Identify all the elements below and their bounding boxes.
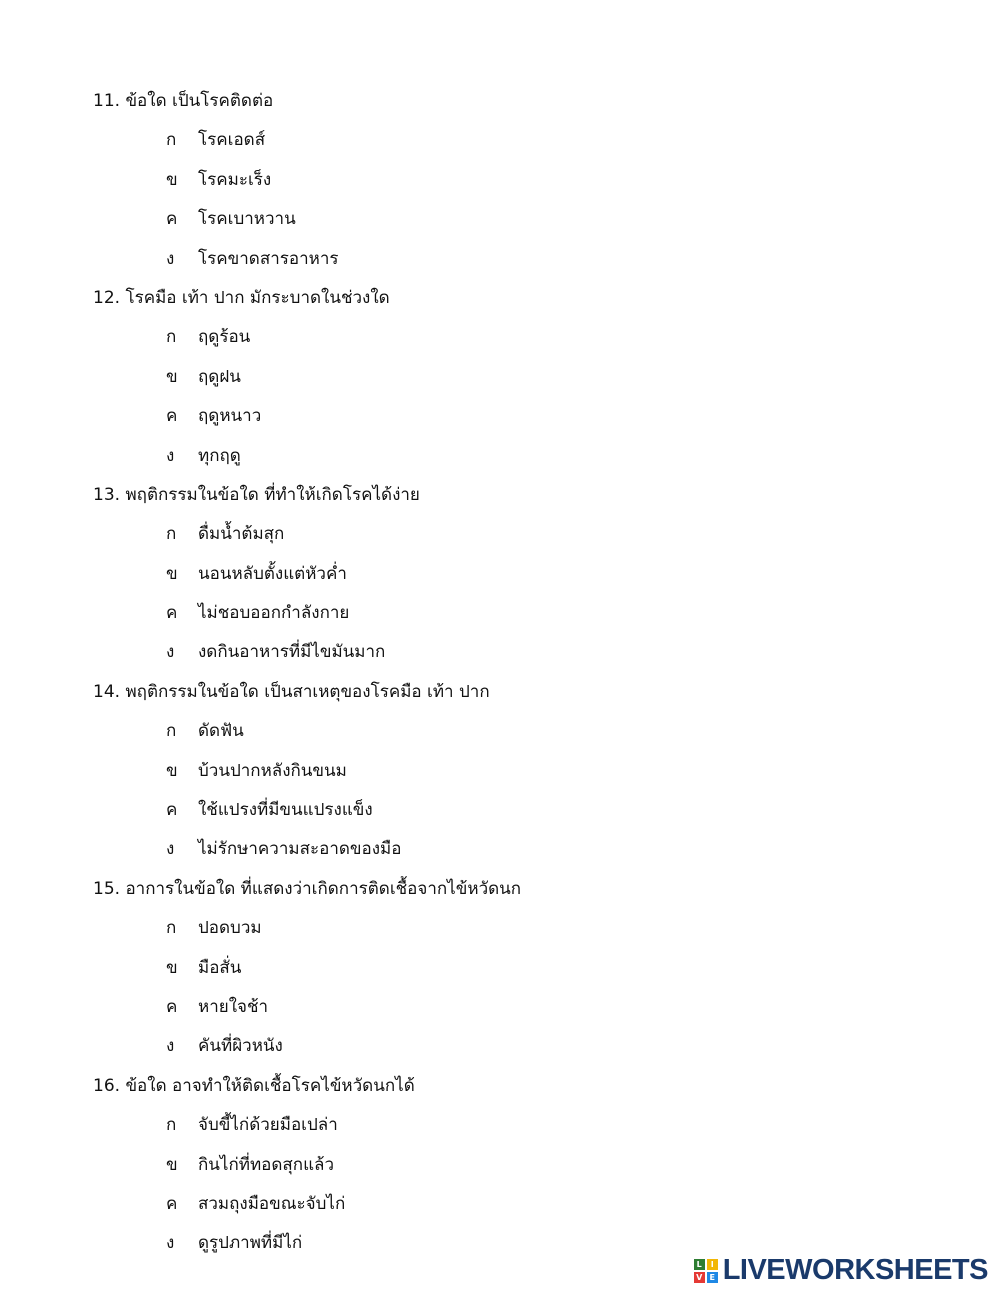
option-b[interactable] — [0, 163, 1000, 202]
option-letter: ข — [166, 760, 178, 781]
option-a[interactable] — [0, 1108, 1000, 1147]
option-letter: ค — [166, 603, 178, 624]
option-text: ฤดูหนาว — [198, 406, 262, 427]
option-text: ดัดฟัน — [198, 721, 244, 742]
option-text: คันที่ผิวหนัง — [198, 1036, 283, 1057]
option-text: มือสั่น — [198, 957, 242, 978]
option-letter: ค — [166, 996, 178, 1017]
option-d[interactable] — [0, 1029, 1000, 1068]
question-13 — [0, 478, 1000, 675]
option-b[interactable] — [0, 1148, 1000, 1187]
liveworksheets-wordmark: LIVEWORKSHEETS — [722, 1254, 988, 1286]
option-text: โรคขาดสารอาหาร — [198, 248, 339, 269]
option-letter: ก — [166, 524, 177, 545]
option-text: สวมถุงมือขณะจับไก่ — [198, 1193, 346, 1214]
option-text: ดื่มน้ำต้มสุก — [198, 524, 285, 545]
question-text: 14. พฤติกรรมในข้อใด เป็นสาเหตุของโรคมือ เท้า ปาก — [93, 681, 490, 702]
option-a[interactable] — [0, 911, 1000, 950]
option-letter: ค — [166, 406, 178, 427]
option-b[interactable] — [0, 557, 1000, 596]
option-c[interactable] — [0, 399, 1000, 438]
question-text: 16. ข้อใด อาจทำให้ติดเชื้อโรคไข้หวัดนกได้ — [93, 1075, 415, 1096]
option-text: ไม่รักษาความสะอาดของมือ — [198, 839, 402, 860]
option-text: โรคมะเร็ง — [198, 169, 272, 190]
option-c[interactable] — [0, 1187, 1000, 1226]
option-text: โรคเบาหวาน — [198, 209, 296, 230]
option-letter: ง — [166, 1233, 175, 1254]
logo-square-i: I — [707, 1259, 718, 1270]
option-letter: ข — [166, 957, 178, 978]
option-text: จับขี้ไก่ด้วยมือเปล่า — [198, 1115, 338, 1136]
option-letter: ค — [166, 1193, 178, 1214]
option-letter: ง — [166, 642, 175, 663]
option-b[interactable] — [0, 360, 1000, 399]
question-text: 12. โรคมือ เท้า ปาก มักระบาดในช่วงใด — [93, 287, 390, 308]
option-letter: ก — [166, 721, 177, 742]
option-c[interactable] — [0, 990, 1000, 1029]
option-letter: ข — [166, 1154, 178, 1175]
option-text: ปอดบวม — [198, 918, 262, 939]
question-14 — [0, 675, 1000, 872]
question-12 — [0, 281, 1000, 478]
worksheet — [0, 84, 1000, 1266]
option-a[interactable] — [0, 714, 1000, 753]
logo-square-l: L — [694, 1259, 705, 1270]
option-letter: ง — [166, 445, 175, 466]
question-11 — [0, 84, 1000, 281]
option-letter: ข — [166, 563, 178, 584]
option-b[interactable] — [0, 754, 1000, 793]
option-letter: ข — [166, 169, 178, 190]
option-text: ดูรูปภาพที่มีไก่ — [198, 1233, 303, 1254]
option-a[interactable] — [0, 320, 1000, 359]
option-text: ฤดูร้อน — [198, 327, 251, 348]
option-letter: ง — [166, 839, 175, 860]
question-text: 15. อาการในข้อใด ที่แสดงว่าเกิดการติดเชื้อจากไข้หวัดนก — [93, 878, 522, 899]
option-a[interactable] — [0, 123, 1000, 162]
option-letter: ค — [166, 209, 178, 230]
option-letter: ง — [166, 248, 175, 269]
question-16 — [0, 1069, 1000, 1266]
option-d[interactable] — [0, 439, 1000, 478]
option-text: หายใจช้า — [198, 996, 269, 1017]
option-d[interactable] — [0, 832, 1000, 871]
option-c[interactable] — [0, 793, 1000, 832]
option-text: โรคเอดส์ — [198, 130, 266, 151]
option-a[interactable] — [0, 517, 1000, 556]
logo-square-e: E — [707, 1272, 718, 1283]
option-text: ใช้แปรงที่มีขนแปรงแข็ง — [198, 800, 373, 821]
option-text: ทุกฤดู — [198, 445, 241, 466]
question-15 — [0, 872, 1000, 1069]
option-letter: ข — [166, 366, 178, 387]
option-d[interactable] — [0, 635, 1000, 674]
option-b[interactable] — [0, 951, 1000, 990]
option-letter: ค — [166, 800, 178, 821]
option-text: กินไก่ที่ทอดสุกแล้ว — [198, 1154, 335, 1175]
option-text: ฤดูฝน — [198, 366, 241, 387]
question-text: 13. พฤติกรรมในข้อใด ที่ทำให้เกิดโรคได้ง่าย — [93, 484, 420, 505]
option-letter: ง — [166, 1036, 175, 1057]
option-text: บ้วนปากหลังกินขนม — [198, 760, 347, 781]
option-c[interactable] — [0, 596, 1000, 635]
option-text: ไม่ชอบออกกำลังกาย — [198, 603, 350, 624]
option-text: นอนหลับตั้งแต่หัวค่ำ — [198, 563, 347, 584]
option-letter: ก — [166, 130, 177, 151]
option-letter: ก — [166, 1115, 177, 1136]
logo-square-v: V — [694, 1272, 705, 1283]
liveworksheets-logo — [694, 1254, 988, 1287]
liveworksheets-icon — [694, 1259, 718, 1283]
option-d[interactable] — [0, 242, 1000, 281]
option-letter: ก — [166, 327, 177, 348]
option-letter: ก — [166, 918, 177, 939]
question-text: 11. ข้อใด เป็นโรคติดต่อ — [93, 91, 274, 111]
option-text: งดกินอาหารที่มีไขมันมาก — [198, 642, 386, 663]
option-c[interactable] — [0, 202, 1000, 241]
